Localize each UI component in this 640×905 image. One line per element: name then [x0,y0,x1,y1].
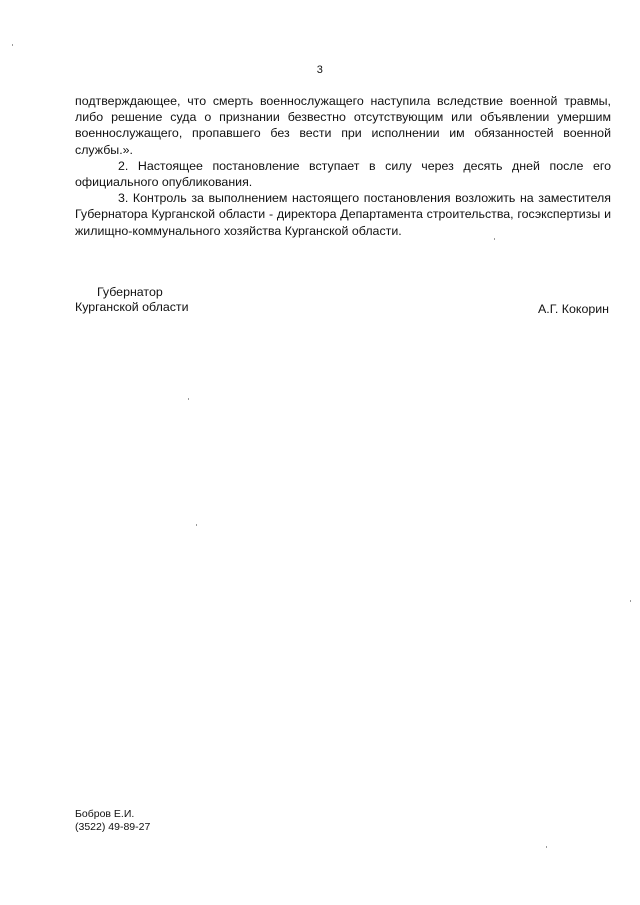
scan-speck [494,238,495,240]
document-body [75,93,611,239]
signatory-title-line2: Курганской области [75,300,189,314]
paragraph-3-control: 3. Контроль за выполнением настоящего постановления возложить на заместителя Губернатора Курганской области - директора Департамента строительства, госэкспертизы и жилищно-коммунального хозяйства Курганской области. [75,191,611,238]
scan-speck [188,398,189,400]
signatory-name: А.Г. Кокорин [537,302,609,316]
scan-speck [12,44,13,46]
executor-block [75,808,150,834]
scan-speck [196,524,197,526]
executor-name: Бобров Е.И. [75,808,135,820]
paragraph-2-effective-date: 2. Настоящее постановление вступает в силу через десять дней после его официального опубликования. [75,158,611,190]
paragraph-continuation: подтверждающее, что смерть военнослужащего наступила вследствие военной травмы, либо решение суда о признании безвестно отсутствующим или объявлении умершим военнослужащего, пропавшего без вести при исполнении им обязанностей военной службы.». [75,94,611,157]
executor-phone: (3522) 49-89-27 [75,821,151,833]
scan-speck [546,846,547,848]
signatory-title-line1: Губернатор [97,285,163,299]
page-number: 3 [316,64,324,76]
scan-speck [630,600,631,602]
